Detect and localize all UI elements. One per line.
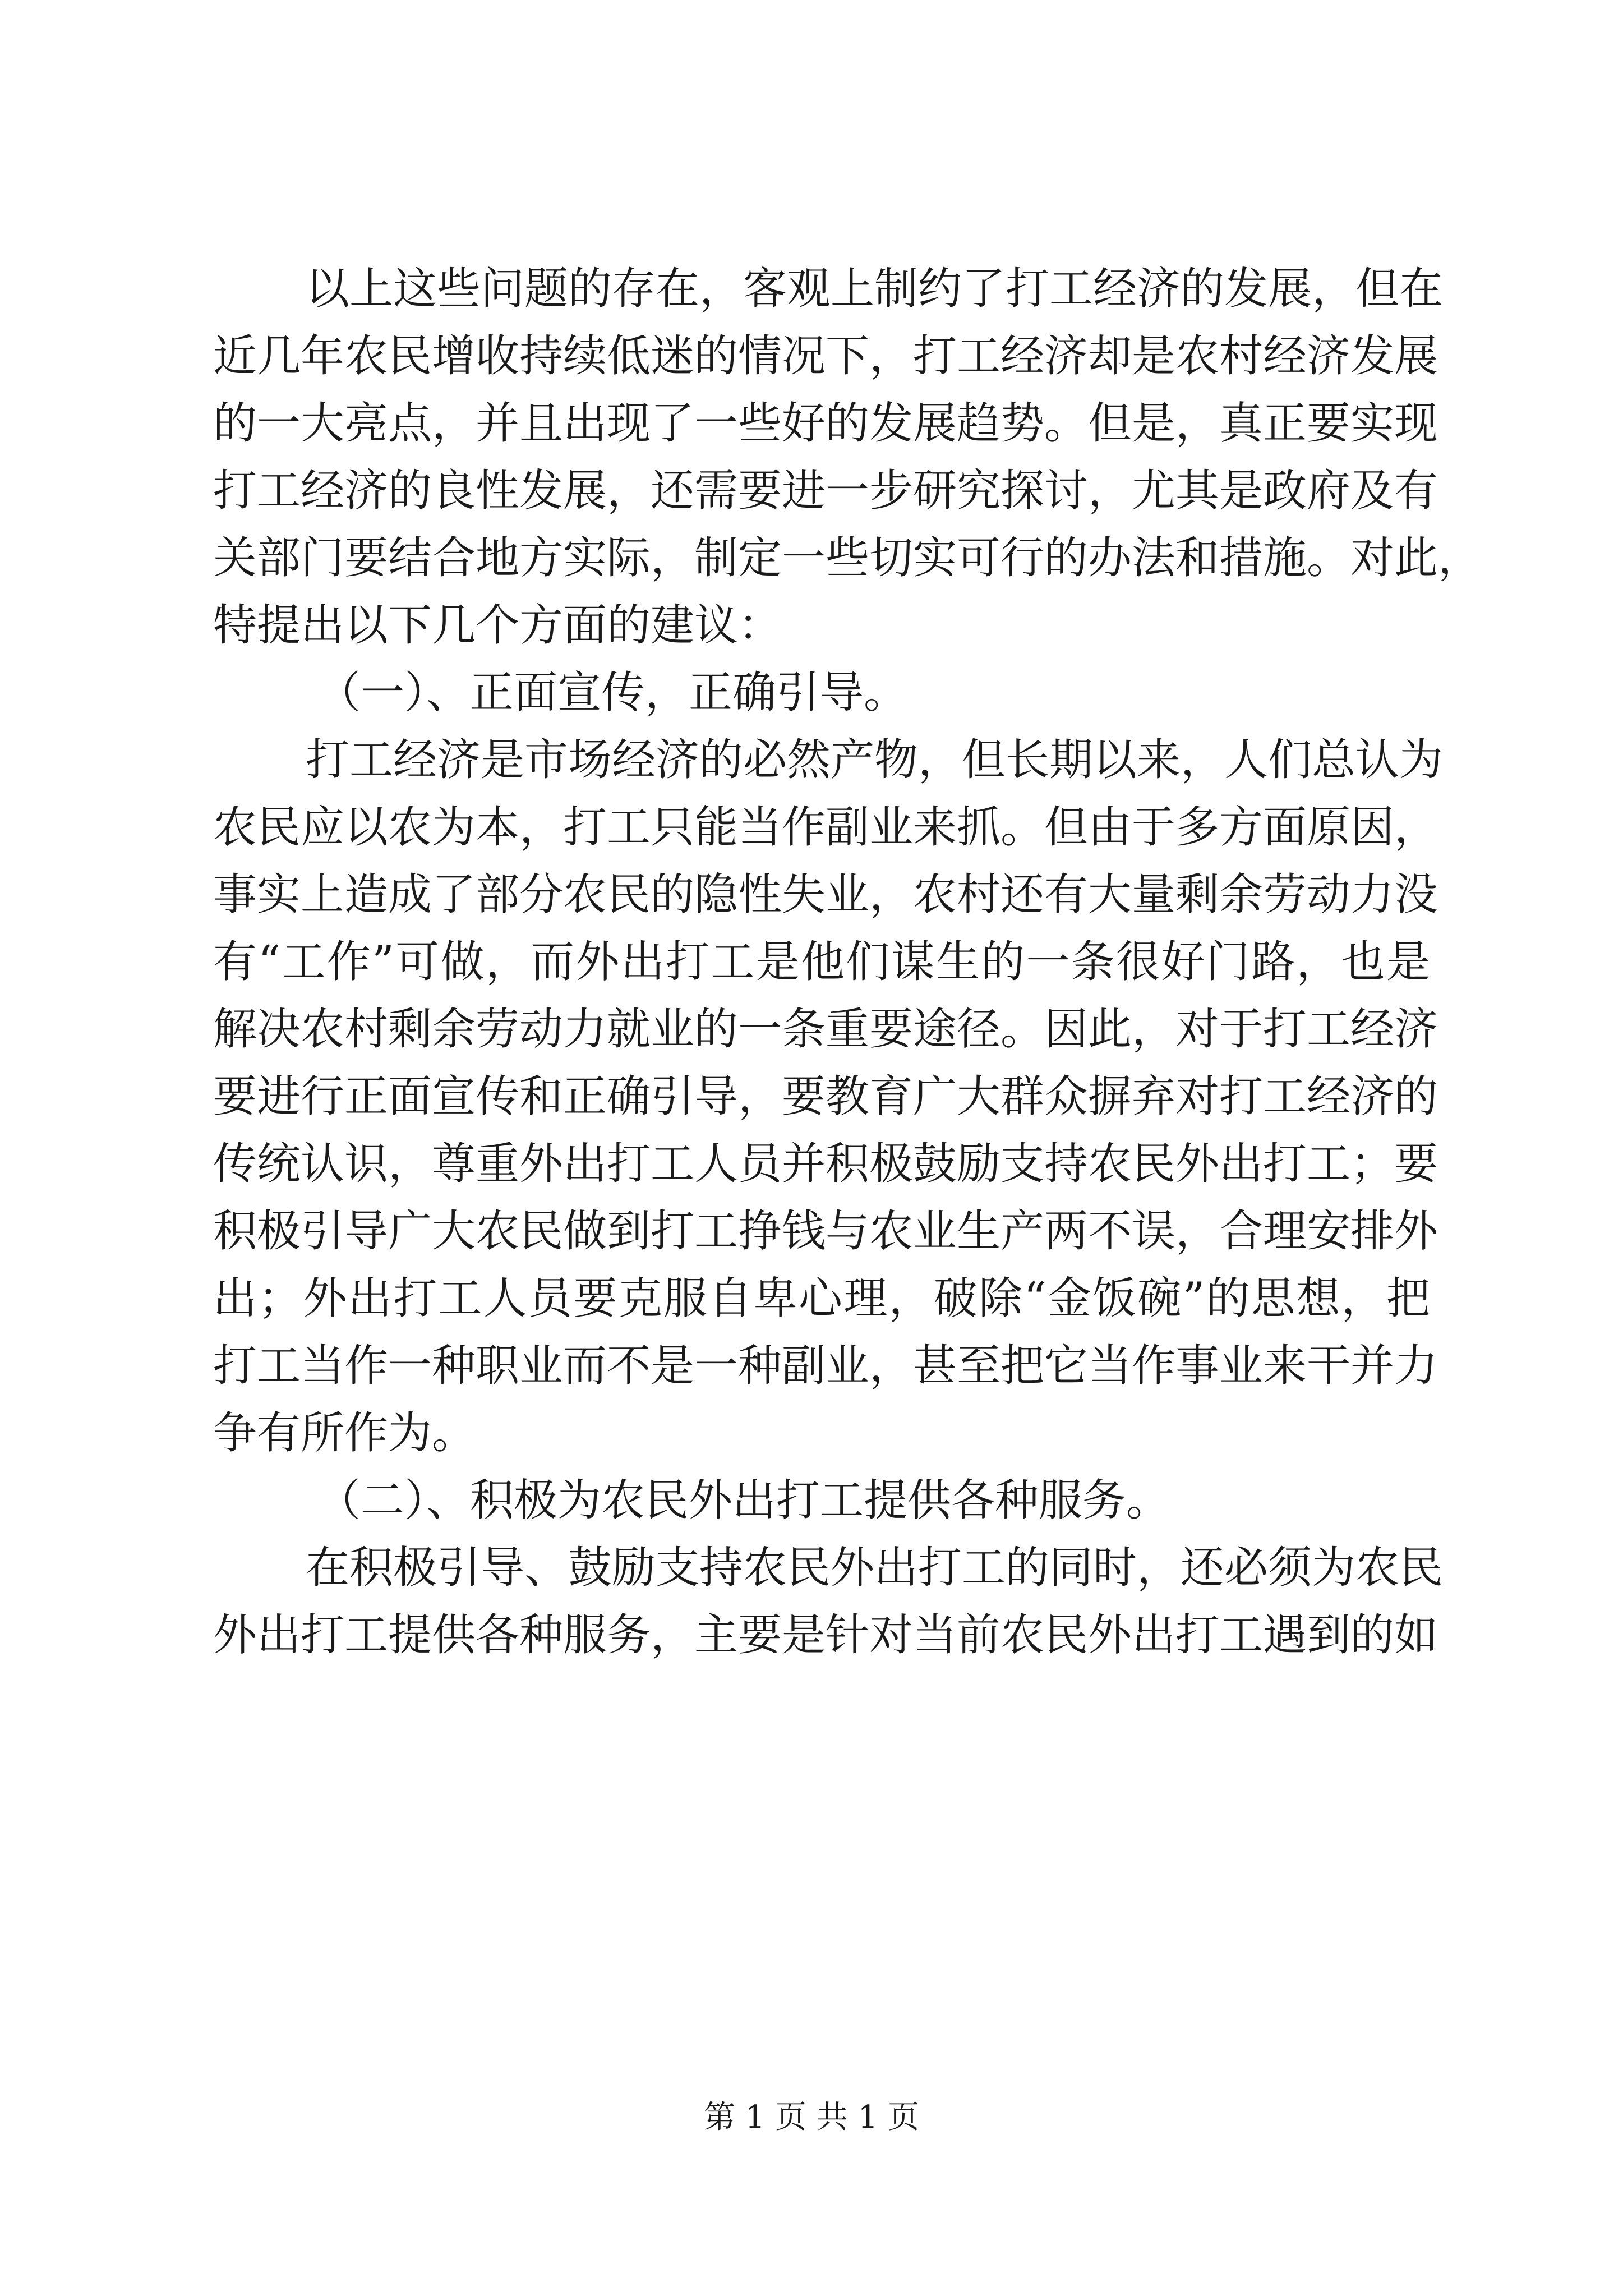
paragraph-line: 关部门要结合地方实际，制定一些切实可行的办法和措施。对此， bbox=[213, 533, 1482, 583]
paragraph-line: 外出打工提供各种服务，主要是针对当前农民外出打工遇到的如 bbox=[213, 1610, 1438, 1660]
section-heading bbox=[213, 659, 1430, 726]
document-body bbox=[213, 255, 1482, 1669]
paragraph-line: 在积极引导、鼓励支持农民外出打工的同时，还必须为农民 bbox=[306, 1543, 1444, 1593]
paragraph-line: 农民应以农为本，打工只能当作副业来抓。但由于多方面原因， bbox=[213, 802, 1438, 853]
page-footer bbox=[0, 2098, 1623, 2137]
paragraph bbox=[213, 255, 1482, 659]
paragraph-line: 近几年农民增收持续低迷的情况下，打工经济却是农村经济发展 bbox=[213, 331, 1438, 381]
paragraph-line: 的一大亮点，并且出现了一些好的发展趋势。但是，真正要实现 bbox=[213, 398, 1438, 449]
paragraph bbox=[213, 726, 1444, 1467]
paragraph-line: 特提出以下几个方面的建议： bbox=[213, 600, 782, 651]
paragraph-line: 争有所作为。 bbox=[213, 1408, 476, 1458]
paragraph-line: 打工经济的良性发展，还需要进一步研究探讨，尤其是政府及有 bbox=[213, 466, 1438, 516]
paragraph-line: 打工经济是市场经济的必然产物，但长期以来，人们总认为 bbox=[306, 735, 1444, 785]
paragraph-line: 积极引导广大农民做到打工挣钱与农业生产两不误，合理安排外 bbox=[213, 1206, 1438, 1257]
paragraph-line: 有“工作”可做，而外出打工是他们谋生的一条很好门路，也是 bbox=[213, 937, 1430, 987]
paragraph-line: 要进行正面宣传和正确引导，要教育广大群众摒弃对打工经济的 bbox=[213, 1071, 1438, 1122]
section-heading-text: （二）、积极为农民外出打工提供各种服务。 bbox=[317, 1475, 1170, 1526]
paragraph-line: 以上这些问题的存在，客观上制约了打工经济的发展，但在 bbox=[306, 264, 1444, 314]
paragraph-line: 解决农村剩余劳动力就业的一条重要途径。因此，对于打工经济 bbox=[213, 1004, 1438, 1055]
section-heading bbox=[213, 1467, 1430, 1534]
paragraph bbox=[213, 1534, 1444, 1669]
paragraph-line: 传统认识，尊重外出打工人员并积极鼓励支持农民外出打工；要 bbox=[213, 1139, 1438, 1189]
paragraph-line: 打工当作一种职业而不是一种副业，甚至把它当作事业来干并力 bbox=[213, 1341, 1438, 1391]
paragraph-line: 事实上造成了部分农民的隐性失业，农村还有大量剩余劳动力没 bbox=[213, 869, 1438, 920]
page-number-label: 第 1 页 共 1 页 bbox=[703, 2099, 920, 2136]
paragraph-line: 出；外出打工人员要克服自卑心理，破除“金饭碗”的思想，把 bbox=[213, 1273, 1430, 1324]
section-heading-text: （一）、正面宣传，正确引导。 bbox=[317, 668, 908, 718]
